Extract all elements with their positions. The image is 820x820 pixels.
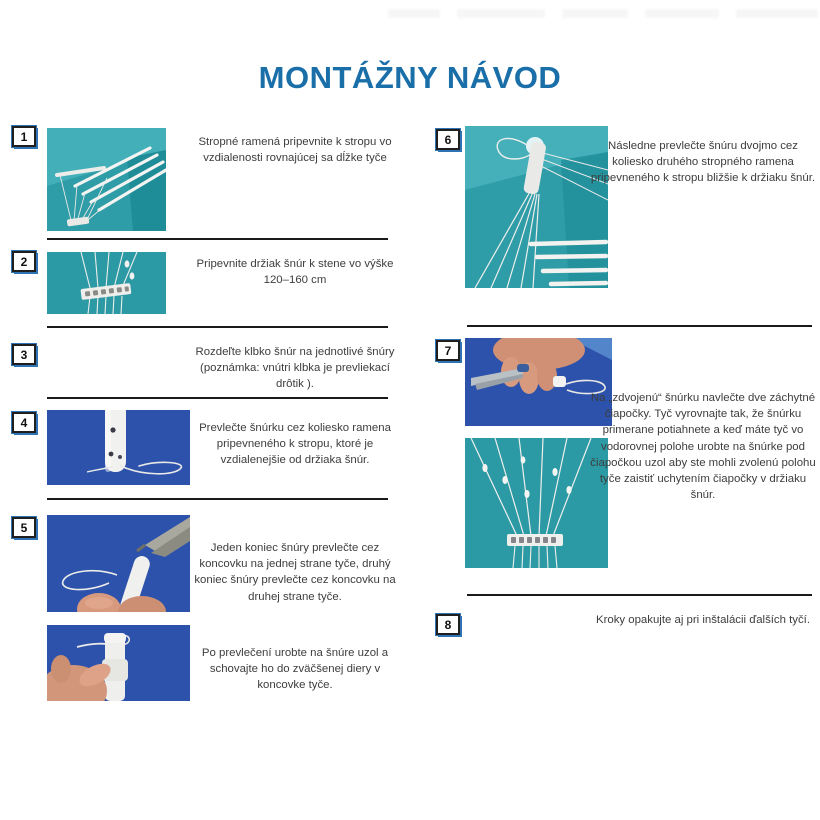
step-7-text: Na „zdvojenú“ šnúrku navlečte dve záchytné čiapočky. Tyč vyrovnajte tak, že šnúrku primerane potiahnete a keď máte tyč vo vodorovnej polohe urobte na šnúrke pod čiapočkou uzol aby ste mohli zvolenú polohu tyče zaistiť uchytením čiapočky v držiaku šnúr.	[590, 392, 816, 502]
step-8-text: Kroky opakujte aj pri inštalácii ďalších tyčí.	[595, 614, 811, 626]
step-1-text: Stropné ramená pripevnite k stropu vo vzdialenosti rovnajúcej sa dĺžke tyče	[198, 136, 392, 165]
divider	[47, 397, 388, 399]
page-title: MONTÁŽNY NÁVOD	[258, 60, 562, 95]
watermark-word	[457, 9, 545, 18]
step-5-text: Jeden koniec šnúry prevlečte cez koncovku na jednej strane tyče, druhý koniec šnúry prevlečte cez koncovku na druhej strane tyče.	[194, 542, 396, 603]
watermark	[388, 9, 820, 18]
step-2-photo	[47, 252, 166, 314]
step-3-number: 3	[12, 344, 36, 365]
step-4-number: 4	[12, 412, 36, 433]
step-2-text: Pripevnite držiak šnúr k stene vo výške 120–160 cm	[196, 258, 394, 287]
step-7-number: 7	[436, 340, 460, 361]
step-1-number: 1	[12, 126, 36, 147]
divider	[47, 238, 388, 240]
step-1-photo	[47, 128, 166, 231]
step-6-text: Následne prevlečte šnúru dvojmo cez koliesko druhého stropného ramena pripevneného k stropu bližšie k držiaku šnúr.	[590, 140, 816, 185]
watermark-word	[736, 9, 818, 18]
divider	[47, 498, 388, 500]
step-8-number: 8	[436, 614, 460, 635]
divider	[47, 326, 388, 328]
step-4-photo	[47, 410, 190, 485]
step-4-text: Prevlečte šnúrku cez koliesko ramena pripevneného k stropu, ktoré je vzdialenejšie od držiaka šnúr.	[199, 422, 391, 467]
step-5-number: 5	[12, 517, 36, 538]
step-5-photo	[47, 515, 190, 612]
divider	[467, 325, 812, 327]
watermark-word	[645, 9, 719, 18]
step-2-number: 2	[12, 251, 36, 272]
watermark-word	[562, 9, 628, 18]
step-7-photo-2	[465, 438, 608, 568]
watermark-word	[388, 9, 440, 18]
step-6-photo	[465, 126, 608, 288]
step-3-text: Rozdeľte klbko šnúr na jednotlivé šnúry (poznámka: vnútri klbka je prevliekací drôtik ).	[195, 346, 395, 391]
divider	[467, 594, 812, 596]
step-6-number: 6	[436, 129, 460, 150]
step-5-photo-2	[47, 625, 190, 701]
step-5-text-2: Po prevlečení urobte na šnúre uzol a schovajte ho do zväčšenej diery v koncovke tyče.	[201, 647, 389, 692]
